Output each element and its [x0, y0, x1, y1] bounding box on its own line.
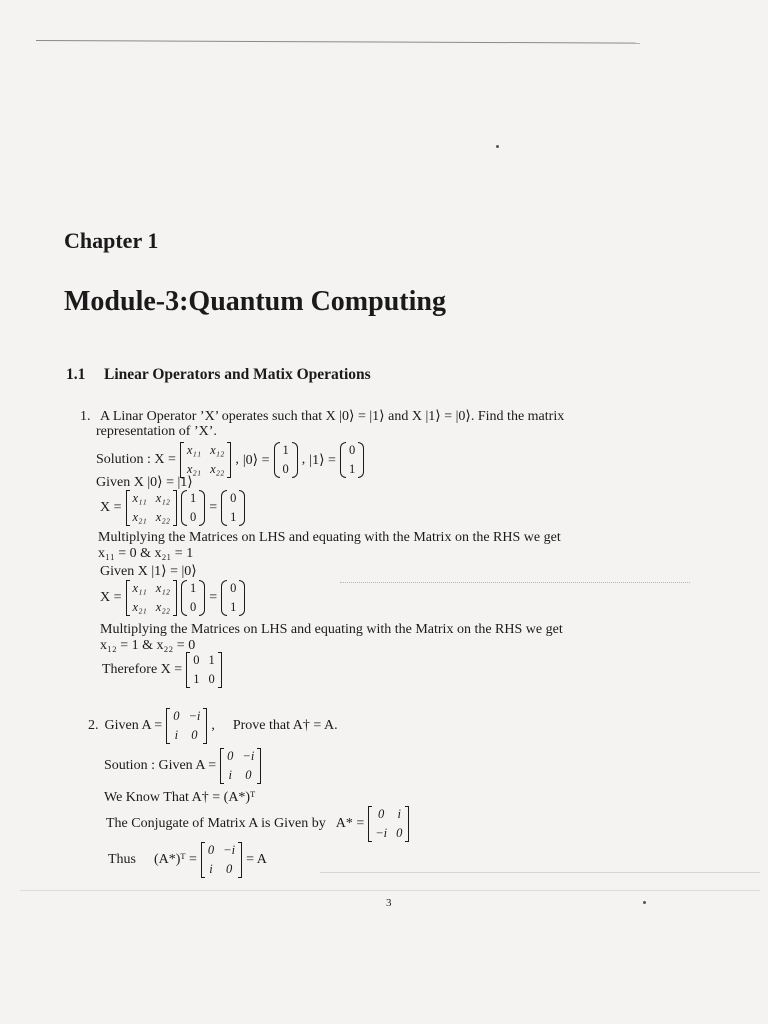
q1-text-1: A Linar Operator ’X’ operates such that X |0⟩ = |1⟩ and X |1⟩ = |0⟩. Find the matrix [100, 409, 565, 424]
conjugate-matrix: 0 i −i 0 [368, 806, 409, 842]
x22: x₂₂ [210, 462, 225, 476]
astar-label: A* = [335, 816, 365, 831]
speck [496, 145, 499, 148]
q2-conjugate-row [106, 806, 409, 842]
chapter-heading: Chapter 1 [64, 228, 159, 253]
q1-statement-line1 [80, 408, 564, 425]
faint-line [20, 890, 760, 891]
speck [643, 901, 646, 904]
x11: x₁₁ [186, 443, 202, 457]
q2-conj-text: The Conjugate of Matrix A is Given by [106, 816, 326, 831]
astar-t-label: (A*)ᵀ = [154, 852, 197, 867]
q2-thus-row [108, 842, 267, 878]
q2-solution-label: Soution : Given A = [104, 758, 217, 773]
x-matrix: x₁₁ x₁₂ x₂₁ x₂₂ [126, 580, 178, 616]
a-matrix: 0 −i i 0 [220, 748, 261, 784]
x-matrix [180, 442, 232, 478]
ket1-vector: 0 1 [221, 490, 245, 526]
q2-prove: Prove that A† = A. [232, 718, 338, 733]
result-2: x₁₂ = 1 & x₂₂ = 0 [100, 638, 196, 653]
equation-1: X = x₁₁ x₁₂ x₂₁ x₂₂ 1 0 = 0 1 [100, 490, 245, 526]
equals-a: = A [246, 852, 267, 867]
a-matrix: 0 −i i 0 [201, 842, 242, 878]
section-heading [66, 366, 371, 384]
section-number: 1.1 [66, 366, 86, 383]
q1-number: 1. [80, 408, 91, 424]
q2-given-label: Given A = [104, 718, 163, 733]
module-title: Module-3:Quantum Computing [64, 286, 446, 317]
q2-solution-row [104, 748, 261, 784]
result-1: x₁₁ = 0 & x₂₁ = 1 [98, 546, 194, 561]
x-eq-label: X = [100, 500, 122, 515]
page-edge [36, 40, 640, 44]
ket1-label: |1⟩ = [309, 452, 336, 468]
x12: x₁₂ [210, 443, 225, 457]
q2-know-line: We Know That A† = (A*)ᵀ [104, 790, 256, 805]
a-matrix: 0 −i i 0 [166, 708, 207, 744]
ket0-label: |0⟩ = [242, 452, 270, 468]
multiply-statement-1: Multiplying the Matrices on LHS and equating with the Matrix on the RHS we get [98, 530, 561, 545]
therefore-row [102, 652, 222, 688]
q1-statement-line2: representation of ’X’. [96, 424, 217, 439]
equation-2: X = x₁₁ x₁₂ x₂₁ x₂₂ 1 0 = 0 1 [100, 580, 245, 616]
faint-line [320, 872, 760, 873]
page-number: 3 [386, 897, 392, 909]
final-x-matrix: 0 1 1 0 [186, 652, 222, 688]
ket0-vector: 1 0 [181, 580, 205, 616]
x21: x₂₁ [186, 462, 202, 476]
ket1-vector: 0 1 [340, 442, 364, 478]
given-2: Given X |1⟩ = |0⟩ [100, 564, 197, 579]
ket1-vector: 0 1 [221, 580, 245, 616]
ket0-vector: 1 0 [274, 442, 298, 478]
q2-number: 2. [88, 718, 99, 733]
solution-label: Solution : X = [96, 452, 176, 467]
given-1: Given X |0⟩ = |1⟩ [96, 475, 193, 490]
q1-solution-row: Solution : X = x₁₁ x₁₂ x₂₁ x₂₂ , |0⟩ = 1 0 , |1⟩ = 0 1 [96, 442, 364, 478]
section-title: Linear Operators and Matix Operations [104, 366, 371, 383]
ket0-vector: 1 0 [181, 490, 205, 526]
dotted-mark [340, 582, 690, 583]
x-matrix: x₁₁ x₁₂ x₂₁ x₂₂ [126, 490, 178, 526]
q2-statement: 2. Given A = 0 −i i 0 , Prove that A† = A. [88, 709, 338, 742]
multiply-statement-2: Multiplying the Matrices on LHS and equating with the Matrix on the RHS we get [100, 622, 563, 637]
thus-label: Thus [108, 852, 136, 867]
therefore-label: Therefore X = [102, 662, 183, 677]
